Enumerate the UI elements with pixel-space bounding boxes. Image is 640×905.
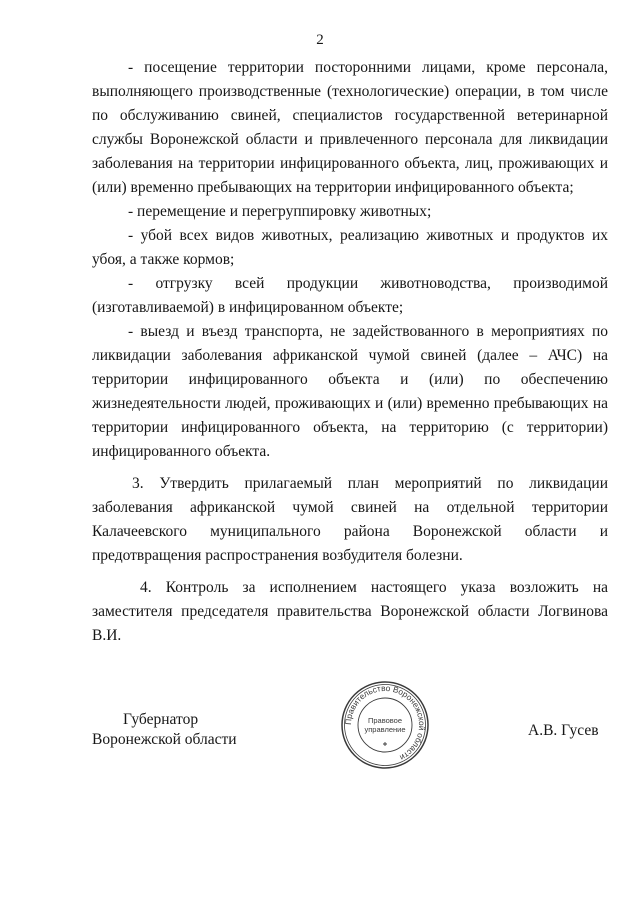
document-body — [92, 56, 608, 648]
stamp-star-icon — [383, 742, 387, 746]
page-number: 2 — [316, 32, 324, 48]
signatory-title-line2: Воронежской области — [92, 731, 237, 748]
paragraph-visitor-restriction: - посещение территории посторонними лицами, кроме персонала, выполняющего производственные (технологические) операции, в том числе по обслуживанию свиней, специалистов государственной ветеринарной службы Воронежской области и привлеченного персонала для ликвидации заболевания на территории инфицированного объекта, лиц, проживающих и (или) временно пребывающих на территории инфицированного объекта; — [92, 59, 608, 196]
paragraph-shipment-ban: - отгрузку всей продукции животноводства, производимой (изготавливаемой) в инфицированном объекте; — [92, 275, 608, 316]
paragraph-slaughter-ban: - убой всех видов животных, реализацию животных и продуктов их убоя, а также кормов; — [92, 227, 608, 268]
stamp-center-line1: Правовое — [367, 716, 403, 725]
paragraph-approve-plan: 3. Утвердить прилагаемый план мероприятий по ликвидации заболевания африканской чумой свиней на отдельной территории Калачеевского муниципального района Воронежской области и предотвращения распространения возбудителя болезни. — [92, 475, 608, 564]
stamp-center-line2: управление — [364, 725, 406, 734]
signatory-name: А.В. Гусев — [528, 722, 599, 739]
stamp-ring-text: Правительство Воронежской области — [342, 682, 428, 764]
signatory-title-line1: Губернатор — [123, 711, 199, 728]
paragraph-transport-ban: - выезд и въезд транспорта, не задействованного в мероприятиях по ликвидации заболевания африканской чумой свиней (далее – АЧС) на территории инфицированного объекта и (или) по обеспечению жизнедеятельности людей, проживающих и (или) временно пребывающих на территории инфицированного объекта, на территорию (с территории) инфицированного объекта. — [92, 323, 608, 460]
paragraph-control: 4. Контроль за исполнением настоящего указа возложить на заместителя председателя правительства Воронежской области Логвинова В.И. — [92, 579, 608, 644]
signatory-title — [92, 710, 237, 750]
official-stamp — [340, 680, 430, 770]
paragraph-animal-movement: - перемещение и перегруппировку животных; — [128, 203, 432, 220]
